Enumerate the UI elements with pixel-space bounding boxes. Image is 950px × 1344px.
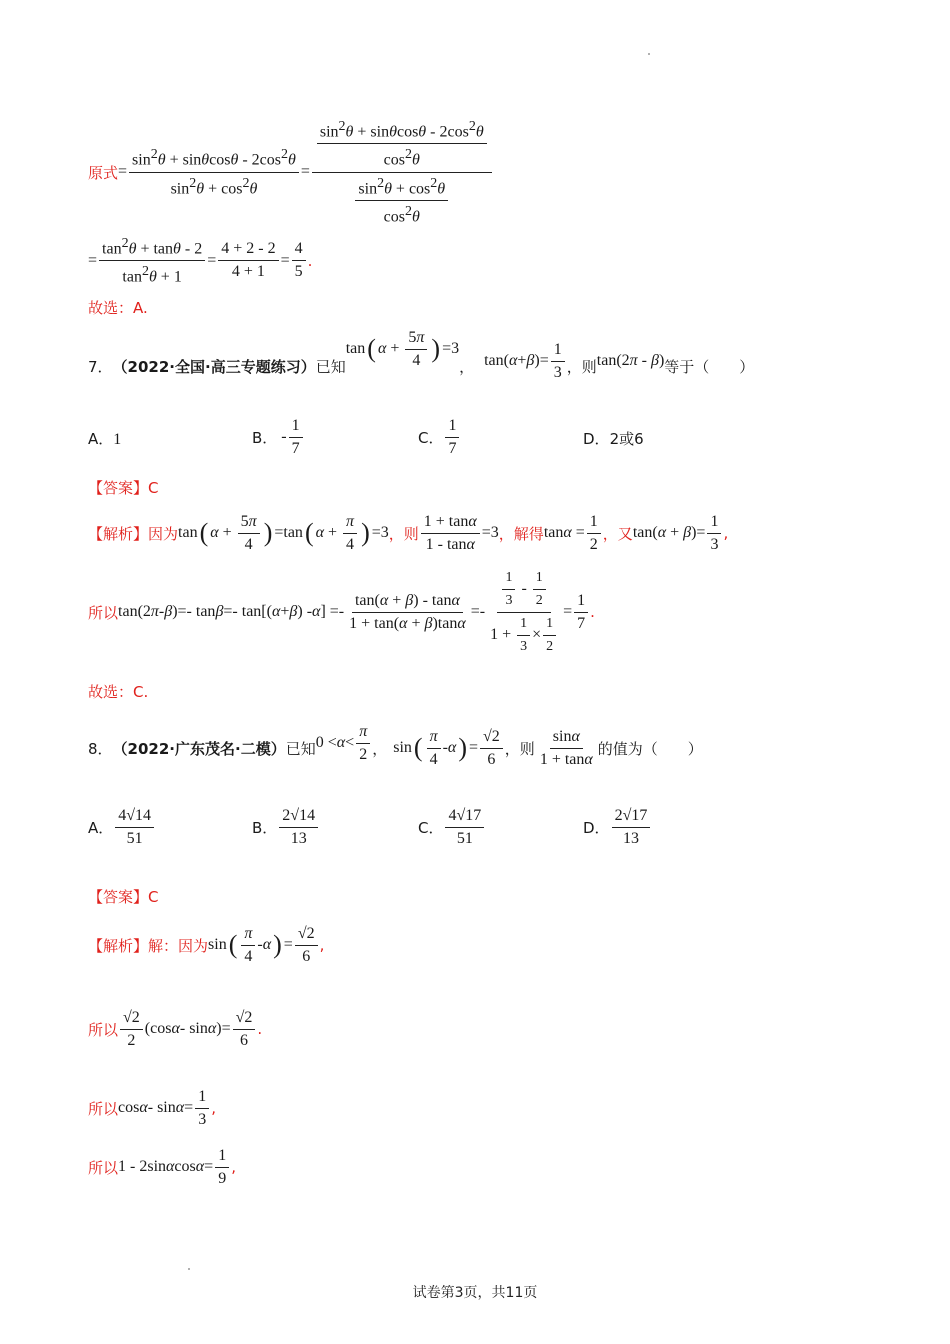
option-value: $\frac{1}{7}$ (289, 415, 303, 460)
q7-option-d[interactable] (583, 428, 644, 449)
q8-analysis-line4: 所以 1 - 2sin α cos α = $\frac{1}{9}$ , (88, 1146, 236, 1187)
option-label: C． (418, 428, 444, 447)
option-label: B． (252, 818, 278, 837)
then-word: ，则 (388, 524, 419, 543)
option-label: D． (583, 818, 610, 837)
q8-stem-known: 已知 (285, 739, 316, 758)
solve-word: ，解得 (498, 524, 544, 543)
q7-choose: 故选：C. (88, 683, 149, 701)
q8-target: $\frac{\sin\alpha}{1 + \tan\alpha}$ (539, 727, 593, 768)
formula-compound-fraction: $\frac{\frac{\sin^2\theta + \sin\theta\cos\theta - 2\cos^2\theta}{\cos^2\theta}}{\frac{\sin^2\theta + \cos^2\theta}{\cos^2\theta}}$ (312, 116, 492, 228)
q7-then: ，则 (566, 357, 597, 376)
prev-solution-line2: = $\frac{\tan^2\theta + \tan\theta - 2}{\tan^2\theta + 1}$ = $\frac{4 + 2 - 2}{4 + 1}$ = $\frac{4}{5}$ . (88, 233, 312, 289)
q8-ask: 的值为（ ） (597, 739, 703, 758)
q8-source: （2022·广东茂名·二模） (112, 739, 286, 758)
q7-option-a[interactable] (88, 428, 121, 449)
q8-option-c[interactable] (418, 800, 486, 854)
q8-option-b[interactable] (252, 800, 320, 854)
q7-target: tan(2π - β) (596, 352, 665, 369)
q7-analysis-line2: 所以 tan(2 π - β )=- tan β =- tan[( α + β ) - α ] =- $\frac{\tan(\alpha + \beta) - \tan\alpha}{1 + \tan(\alpha + \beta)\tan\alpha}$ =- $\frac{1}{3}$ - $\frac{1}{2}$ 1 + $\frac{1}{3}$ × $\frac{1}{2}$ = $\frac{1}{7}$ . (88, 568, 595, 656)
so-word: 所以 (88, 603, 119, 622)
option-label: A． (88, 430, 114, 448)
q7-stem-known: 已知 (315, 357, 346, 376)
option-label: A． (88, 818, 114, 837)
q8-analysis-line2: 所以 $\frac{√2}{2}$ (cos α - sin α )= $\frac{√2}{6}$ . (88, 1008, 263, 1049)
q8-number: 8． (88, 739, 113, 758)
q8-option-d[interactable] (583, 800, 652, 854)
q7-stem (88, 330, 754, 402)
q8-analysis-line1: 【解析】解：因为 sin ( $\frac{\pi}{4}$ - α ) = $\frac{√2}{6}$ , (88, 924, 325, 965)
q7-option-c[interactable] (418, 412, 461, 462)
q8-condition2: sin ( $\frac{\pi}{4}$ - α ) = $\frac{√2}{6}$ (393, 726, 505, 771)
q8-then: ，则 (504, 739, 535, 758)
prev-solution-line1: 原式 = $\frac{\sin^2\theta + \sin\theta\cos\theta - 2\cos^2\theta}{\sin^2\theta + \cos^2\theta}$ = $\frac{\frac{\sin^2\theta + \sin\theta\cos\theta - 2\cos^2\theta}{\cos^2\theta}}{\frac{\sin^2\theta + \cos^2\theta}{\cos^2\theta}}$ (88, 122, 494, 222)
analysis-label: 【解析】解：因为 (88, 936, 209, 955)
q7-condition2: tan( α + β )= $\frac{1}{3}$ (484, 339, 567, 384)
option-label: D． (583, 430, 610, 448)
scan-dot-bottom (188, 1268, 190, 1270)
q8-stem: 8． （2022·广东茂名·二模） 已知 0 < α < $\frac{\pi}{2}$ ， sin ( $\frac{\pi}{4}$ - α ) = $\frac{√2}{6}$ ，则 $\frac{\sin\alpha}{1 + \tan\alpha}$ 的值为（ ） (88, 712, 703, 784)
q7-ask: 等于（ ） (664, 357, 755, 376)
also-word: ，又 (602, 524, 633, 543)
q8-option-a[interactable] (88, 800, 156, 854)
q8-analysis-line3: 所以 cos α - sin α = $\frac{1}{3}$ , (88, 1087, 216, 1128)
so-word: 所以 (88, 1099, 119, 1118)
q7-option-b[interactable]: B． - $\frac{1}{7}$ (252, 412, 305, 462)
q8-condition1: 0 < α < $\frac{\pi}{2}$ (316, 721, 372, 766)
option-label: C． (418, 818, 444, 837)
so-word: 所以 (88, 1020, 119, 1039)
scan-dot-top (648, 53, 650, 55)
formula-fraction: $\frac{\sin^2\theta + \sin\theta\cos\theta - 2\cos^2\theta}{\sin^2\theta + \cos^2\theta}$ (129, 144, 299, 200)
option-value: $\frac{2√17}{13}$ (612, 805, 651, 850)
option-value: $\frac{1}{7}$ (445, 415, 459, 460)
option-label: B． (252, 428, 278, 447)
q7-condition1: tan ( α + $\frac{5\pi}{4}$ ) =3 (345, 328, 460, 369)
page-footer: 试卷第3页，共11页 (412, 1285, 538, 1301)
option-value: $\frac{2√14}{13}$ (279, 805, 318, 850)
q7-analysis-line1: 【解析】因为 tan ( α + $\frac{5\pi}{4}$ ) =tan ( α + $\frac{\pi}{4}$ ) =3 ，则 $\frac{1 + \tan\alpha}{1 - \tan\alpha}$ =3 ，解得 tanα = $\frac{1}{2}$ ，又 tan(α + β)= $\frac{1}{3}$ , (88, 512, 729, 553)
option-value: 2或6 (609, 430, 644, 448)
q7-number: 7． (88, 357, 113, 376)
prev-answer: 故选：A. (88, 299, 148, 317)
q7-answer: 【答案】C (88, 479, 159, 497)
option-value: $\frac{4√17}{51}$ (445, 805, 484, 850)
q7-comma: ， (459, 357, 475, 376)
analysis-label: 【解析】因为 (88, 524, 179, 543)
q8-answer: 【答案】C (88, 888, 159, 906)
option-value: 1 (113, 431, 122, 448)
option-value: $\frac{4√14}{51}$ (115, 805, 154, 850)
yuanshi-label: 原式 (88, 163, 119, 182)
q7-source: （2022·全国·高三专题练习） (112, 357, 316, 376)
so-word: 所以 (88, 1158, 119, 1177)
